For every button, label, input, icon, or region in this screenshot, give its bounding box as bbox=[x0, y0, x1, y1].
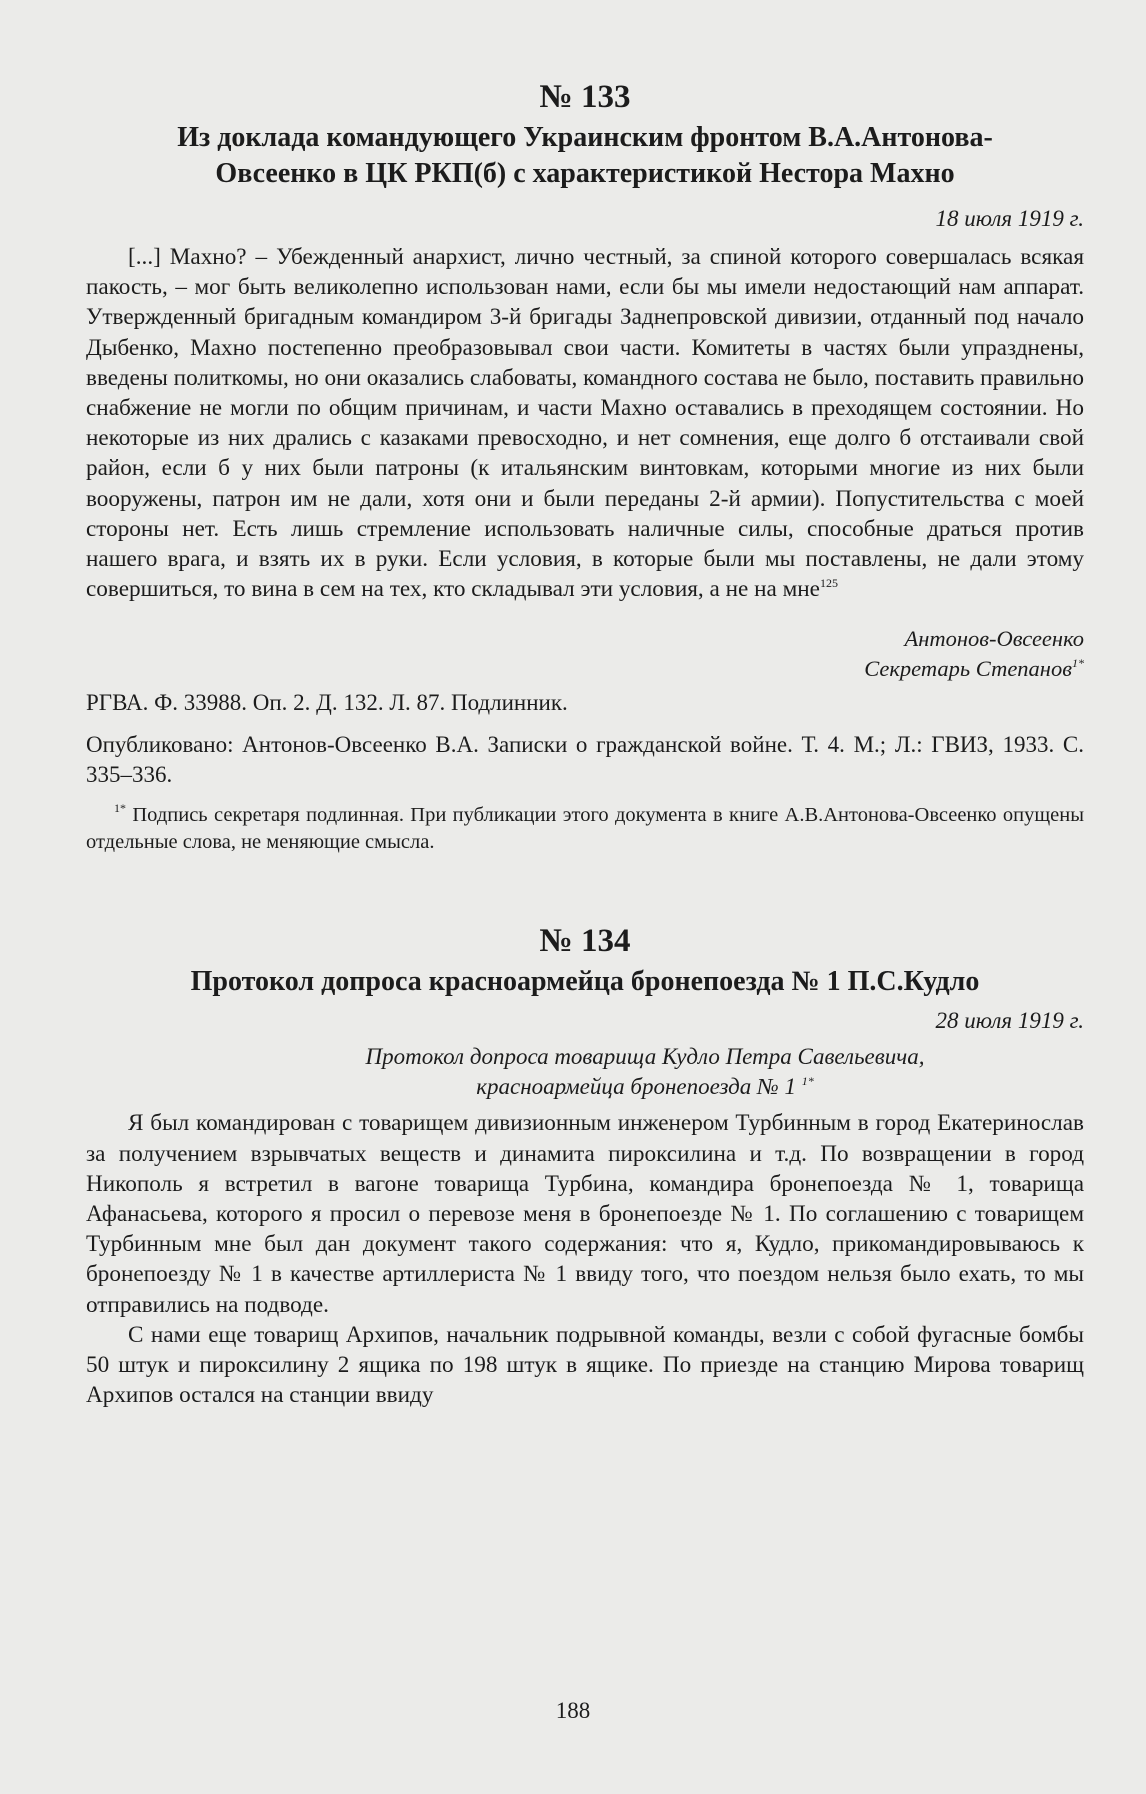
doc-133-title: Из доклада командующего Украинским фронтом В.А.Антонова-Овсеенко в ЦК РКП(б) с характеристикой Нестора Махно bbox=[177, 122, 993, 189]
footnote-mark: 1* bbox=[114, 801, 126, 816]
doc-133-body bbox=[86, 242, 1084, 604]
footnote-1 bbox=[86, 802, 1084, 856]
subtitle-line-1: Протокол допроса товарища Кудло Петра Савельевича, bbox=[365, 1044, 925, 1070]
doc-134-subtitle bbox=[86, 1042, 1084, 1102]
footnote-ref-125: 125 bbox=[819, 576, 838, 591]
doc-133-text: [...] Махно? – Убежденный анархист, лично честный, за спиной которого совершалась всякая пакость, – мог быть великолепно использован нами, если бы мы имели недостающий нам аппарат. Утвержденный бригадным командиром 3-й бригады Заднепровской дивизии, отданный под начало Дыбенко, Махно постепенно преобразовывал свои части. Комитеты в частях были упразднены, введены политкомы, но они оказались слабоваты, командного состава не было, поставить правильно снабжение не могли по общим причинам, и части Махно оставались в преходящем состоянии. Но некоторые из них дрались с казаками превосходно, и нет сомнения, еще долго б отстаивали свой район, если б у них были патроны (к итальянским винтовкам, которыми многие из них были вооружены, патрон им не дали, хотя они и были переданы 2-й армии). Попустительства с моей стороны нет. Есть лишь стремление использовать наличные силы, способные драться против нашего врага, и взять их в руки. Если условия, в которые были мы поставлены, не дали этому совершиться, то вина в сем на тех, кто складывал эти условия, а не на мне bbox=[86, 244, 1084, 603]
doc-134-paragraph-2: С нами еще товарищ Архипов, начальник подрывной команды, везли с собой фугасные бомбы 50 штук и пироксилину 2 ящика по 198 штук в ящике. По приезде на станцию Мирова товарищ Архипов остался на станции ввиду bbox=[86, 1321, 1084, 1409]
doc-134-paragraph-1: Я был командирован с товарищем дивизионным инженером Турбинным в город Екатеринослав за получением взрывчатых веществ и динамита пироксилина и т.д. По возвращении в город Никополь я встретил в вагоне товарища Турбина, командира бронепоезда № 1, товарища Афанасьева, которого я просил о перевозе меня в бронепоезде № 1. По соглашению с товарищем Турбинным мне был дан документ такого содержания: что я, Кудло, прикомандировываюсь к бронепоезду № 1 в качестве артиллериста № 1 ввиду того, что поездом нельзя было ехать, то мы отправились на подводе. bbox=[86, 1110, 1084, 1318]
doc-134-number: № 134 bbox=[539, 923, 631, 960]
doc-133-date: 18 июля 1919 г. bbox=[935, 206, 1084, 231]
section-gap bbox=[86, 856, 1084, 922]
page-number: 188 bbox=[555, 1698, 591, 1723]
doc-133-number: № 133 bbox=[539, 79, 631, 115]
doc-134-date: 28 июля 1919 г. bbox=[935, 1008, 1084, 1034]
signature-block bbox=[86, 624, 1084, 684]
publication-reference: Опубликовано: Антонов-Овсеенко В.А. Записки о гражданской войне. Т. 4. М.; Л.: ГВИЗ, 1933. С. 335–336. bbox=[86, 732, 1084, 788]
signature-secretary: Секретарь Степанов$^{1*}$ bbox=[864, 656, 1084, 682]
archive-reference: РГВА. Ф. 33988. Оп. 2. Д. 132. Л. 87. Подлинник. bbox=[86, 690, 568, 716]
footnote-text: Подпись секретаря подлинная. При публикации этого документа в книге А.В.Антонова-Овсеенко опущены отдельные слова, не меняющие смысла. bbox=[86, 804, 1085, 854]
doc-134-title: Протокол допроса красноармейца бронепоезда № 1 П.С.Кудло bbox=[190, 966, 980, 998]
subtitle-line-2: красноармейца бронепоезда № 1 $^{1*}$ bbox=[476, 1074, 814, 1100]
signature-author: Антонов-Овсеенко bbox=[904, 626, 1084, 652]
